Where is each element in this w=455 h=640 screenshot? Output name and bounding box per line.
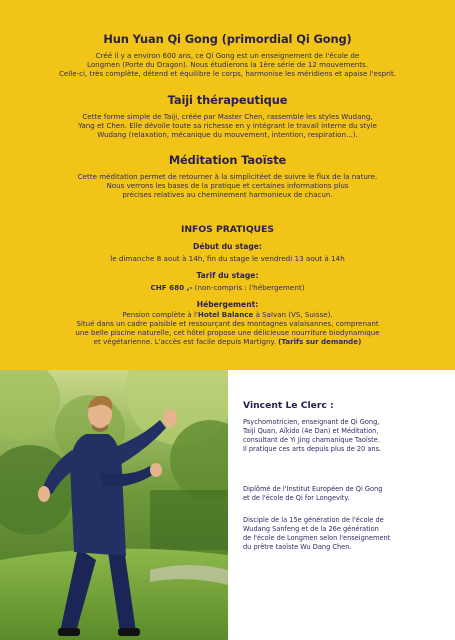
infos-title: INFOS PRATIQUES — [180, 224, 275, 235]
section-text: Cette méditation permet de retourner à la simplicitéet de suivre le flux de la nature. Nous verrons les bases de la pratique et certaines informations plus précises relatives au cheminement harmonieux de chacun. — [77, 172, 378, 199]
hotel-name: Hotel Balance — [197, 310, 254, 319]
tarifs-sur-demande: (Tarifs sur demande) — [278, 336, 362, 346]
bio-name: Vincent Le Clerc : — [243, 400, 334, 411]
tarif-price: CHF 680 ,- — [150, 283, 193, 292]
debut-label: Début du stage: — [193, 242, 262, 251]
section-title: Méditation Taoïste — [168, 153, 287, 167]
hebergement-text: Pension complète à l'Hotel Balance à Salvan (VS, Suisse). Situé dans un cadre paisible et ressourçant des montagnes valaisannes, comprenant une belle piscine naturelle, cet hôtel propose une délicieuse nourriture biodynamique et végétarienne. L'accès est facile depuis Martigny. (Tarifs sur demande) — [75, 310, 380, 346]
section-meditation — [10, 153, 445, 200]
tarif-note: (non-compris : l'hébergement) — [194, 283, 305, 292]
teacher-photo-illustration — [0, 370, 228, 640]
section-text: Créé il y a environ 600 ans, ce Qi Gong est un enseignement de l'école de Longmen (Porte du Dragon). Nous étudierons la 1ère série de 12 mouvements. Celle-ci, très complète, détend et équilibre le corps, harmonise les méridiens et apaise l'esprit. — [58, 51, 397, 78]
section-text: Cette forme simple de Taiji, créée par Master Chen, rassemble les styles Wudang, Yang et Chen. Elle dévoile toute sa richesse en y intégrant le travail interne du style Wudang (relaxation, mécanique du mouvement, intention, respiration...). — [78, 112, 377, 139]
infos-pratiques — [10, 224, 445, 347]
bio-panel — [228, 370, 455, 640]
bio-paragraph-3: Disciple de la 15e génération de l'école de Wudang Sanfeng et de la 26e génération de l'école de Longmen selon l'enseignement du prêtre taoïste Wu Dang Chen. — [243, 516, 391, 551]
section-hunyuan — [10, 32, 445, 79]
debut-value: le dimanche 8 aout à 14h, fin du stage le vendredi 13 aout à 14h — [110, 254, 345, 263]
bio-paragraph-1: Psychomotricien, enseignant de Qi Gong, Taiji Quan, Aïkido (4e Dan) et Méditation, consultant de Yi Jing chamanique Taoïste. Il pratique ces arts depuis plus de 20 ans. — [243, 418, 382, 453]
section-title: Hun Yuan Qi Gong (primordial Qi Gong) — [103, 32, 352, 46]
bio-paragraph-2: Diplômé de l'Institut Européen de Qi Gong et de l'école de Qi for Longevity. — [243, 485, 383, 502]
tarif-label: Tarif du stage: — [196, 271, 259, 280]
section-title: Taiji thérapeutique — [167, 93, 288, 107]
teacher-photo — [0, 370, 228, 640]
section-taiji — [10, 93, 445, 140]
hebergement-label: Hébergement: — [196, 300, 259, 309]
tarif-value — [10, 283, 445, 292]
